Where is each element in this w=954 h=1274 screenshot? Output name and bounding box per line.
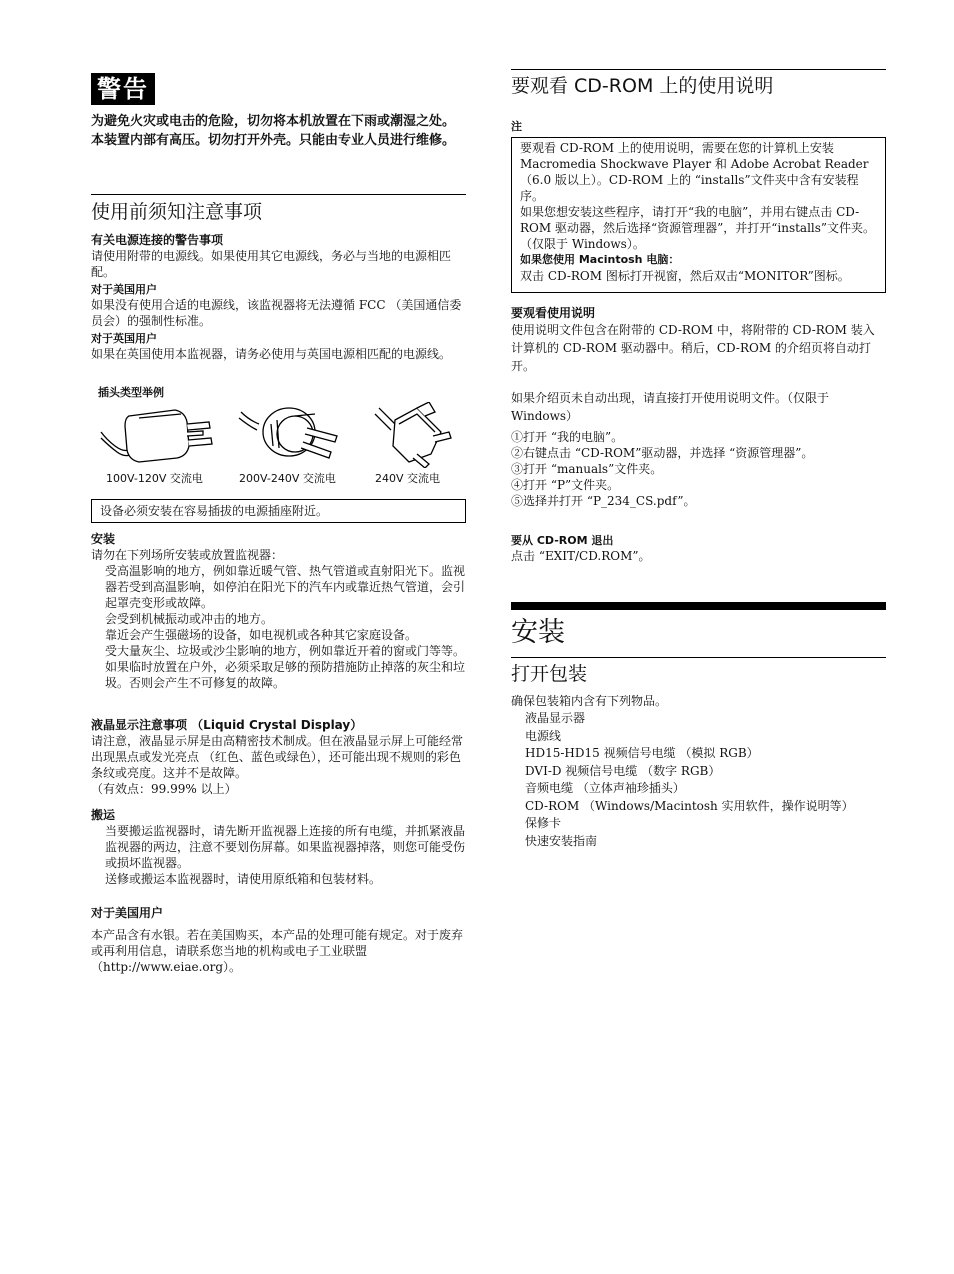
note-label: 注 (511, 120, 522, 133)
plug-label-eu: 200V-240V 交流电 (239, 472, 336, 485)
view-section (511, 305, 886, 509)
list-item: 电源线 (525, 728, 562, 743)
lcd-section (91, 717, 466, 797)
section-title-precautions: 使用前须知注意事项 (91, 201, 263, 223)
lcd-text: 请注意，液晶显示屏是由高精密技术制成。但在液晶显示屏上可能经常出现黑点或发光亮点 （红色、蓝色或绿色），还可能出现不规则的彩色条纹或亮度。这并不是故障。 (91, 734, 464, 780)
plug-heading: 插头类型举例 (98, 386, 164, 399)
view-heading: 要观看使用说明 (511, 306, 596, 320)
list-item: 液晶显示器 (525, 711, 586, 725)
plug-eu-icon (239, 408, 337, 458)
step-item: ②右键点击 “CD-ROM”驱动器，并选择 “资源管理器”。 (511, 446, 814, 460)
outlet-note-box (91, 499, 466, 523)
us2-heading: 对于美国用户 (91, 906, 164, 920)
power-heading: 有关电源连接的警告事项 (91, 233, 224, 247)
step-item: ④打开 “P”文件夹。 (511, 478, 620, 492)
divider (91, 194, 466, 195)
list-item: 保修卡 (525, 816, 562, 830)
power-text: 请使用附带的电源线。如果使用其它电源线，务必与当地的电源相匹配。 (91, 249, 452, 279)
plug-illustrations (99, 402, 459, 468)
unpack-intro: 确保包装箱内含有下列物品。 (511, 694, 668, 708)
unpack-title: 打开包装 (511, 663, 588, 685)
auto-text: 如果介绍页未自动出现，请直接打开使用说明文件。（仅限于 Windows） (511, 391, 830, 423)
install-heading: 安装 (91, 532, 116, 546)
list-item: 音频电缆 （立体声袖珍插头） (525, 781, 685, 795)
note-line: 如果您想安装这些程序，请打开“我的电脑”，并用右键点击 CD-ROM 驱动器，然后选择“资源管理器”，并打开“installs”文件夹。（仅限于 Windows）。 (520, 205, 876, 251)
outlet-note: 设备必须安装在容易插拔的电源插座附近。 (100, 504, 329, 518)
note-line: 要观看 CD-ROM 上的使用说明，需要在您的计算机上安装 Macromedia Shockwave Player 和 Adobe Acrobat Reader （6.0 版以上）。CD-ROM 上的 “installs”文件夹中含有安装程序。 (520, 141, 869, 203)
section-title-setup: 安装 (511, 617, 565, 648)
list-item: 当要搬运监视器时，请先断开监视器上连接的所有电缆，并抓紧液晶监视器的两边，注意不要划伤屏幕。如果监视器掉落，则您可能受伤或损坏监视器。 (105, 824, 466, 870)
warning-text (91, 114, 466, 149)
section-bar (511, 602, 886, 610)
list-item: 送修或搬运本监视器时，请使用原纸箱和包装材料。 (105, 872, 382, 886)
package-contents (511, 693, 886, 850)
uk-heading: 对于英国用户 (91, 332, 157, 345)
power-section (91, 232, 466, 362)
uk-text: 如果在英国使用本监视器，请务必使用与英国电源相匹配的电源线。 (91, 347, 452, 361)
list-item: 会受到机械振动或冲击的地方。 (105, 612, 274, 626)
mac-heading: 如果您使用 Macintosh 电脑： (520, 253, 680, 266)
list-item: 靠近会产生强磁场的设备，如电视机或各种其它家庭设备。 (105, 628, 418, 642)
exit-heading: 要从 CD-ROM 退出 (511, 534, 614, 547)
step-item: ③打开 “manuals”文件夹。 (511, 462, 663, 476)
warning-line: 本装置内部有高压。切勿打开外壳。只能由专业人员进行维修。 (91, 133, 456, 148)
section-title-cdrom: 要观看 CD-ROM 上的使用说明 (511, 75, 774, 97)
list-item: DVI-D 视频信号电缆 （数字 RGB） (525, 763, 721, 778)
lcd-heading: 液晶显示注意事项 （Liquid Crystal Display） (91, 718, 363, 732)
plug-uk-icon (375, 402, 451, 468)
step-item: ①打开 “我的电脑”。 (511, 430, 624, 444)
exit-text: 点击 “EXIT/CD.ROM”。 (511, 549, 651, 563)
plug-us-icon (101, 410, 212, 462)
list-item: 受大量灰尘、垃圾或沙尘影响的地方，例如靠近开着的窗或门等等。如果临时放置在户外，必须采取足够的预防措施防止掉落的灰尘和垃圾。否则会产生不可修复的故障。 (105, 644, 466, 690)
exit-section (511, 534, 886, 564)
list-item: CD-ROM （Windows/Macintosh 实用软件，操作说明等） (525, 798, 854, 813)
mac-text: 双击 CD-ROM 图标打开视窗，然后双击“MONITOR”图标。 (520, 269, 850, 283)
us2-text: 本产品含有水银。若在美国购买，本产品的处理可能有规定。对于废弃或再利用信息，请联系您当地的机构或电子工业联盟 （http://www.eiae.org）。 (91, 928, 464, 974)
lcd-note: （有效点：99.99% 以上） (91, 782, 237, 796)
list-item: HD15-HD15 视频信号电缆 （模拟 RGB） (525, 746, 759, 760)
us-text: 如果没有使用合适的电源线，该监视器将无法遵循 FCC （美国通信委员会）的强制性标准。 (91, 298, 462, 328)
plug-label-uk: 240V 交流电 (375, 472, 441, 485)
us-mercury-section (91, 905, 466, 975)
install-intro: 请勿在下列场所安装或放置监视器： (91, 548, 284, 562)
view-text: 使用说明文件包含在附带的 CD-ROM 中，将附带的 CD-ROM 装入计算机的 CD-ROM 驱动器中。稍后，CD-ROM 的介绍页将自动打开。 (511, 323, 875, 373)
transport-heading: 搬运 (91, 808, 116, 822)
install-section (91, 531, 466, 691)
cdrom-note-box (511, 137, 886, 293)
list-item: 快速安装指南 (525, 833, 598, 848)
us-heading: 对于美国用户 (91, 283, 157, 296)
divider (511, 657, 886, 658)
list-item: 受高温影响的地方，例如靠近暖气管、热气管道或直射阳光下。监视器若受到高温影响，如停泊在阳光下的汽车内或靠近热气管道，会引起罩壳变形或故障。 (105, 564, 466, 610)
warning-title: 警告 (91, 73, 155, 105)
divider (511, 69, 886, 70)
plug-label-us: 100V-120V 交流电 (106, 472, 203, 485)
transport-section (91, 807, 466, 887)
warning-line: 为避免火灾或电击的危险，切勿将本机放置在下雨或潮湿之处。 (91, 114, 456, 129)
step-item: ⑤选择并打开 “P_234_CS.pdf”。 (511, 494, 696, 508)
